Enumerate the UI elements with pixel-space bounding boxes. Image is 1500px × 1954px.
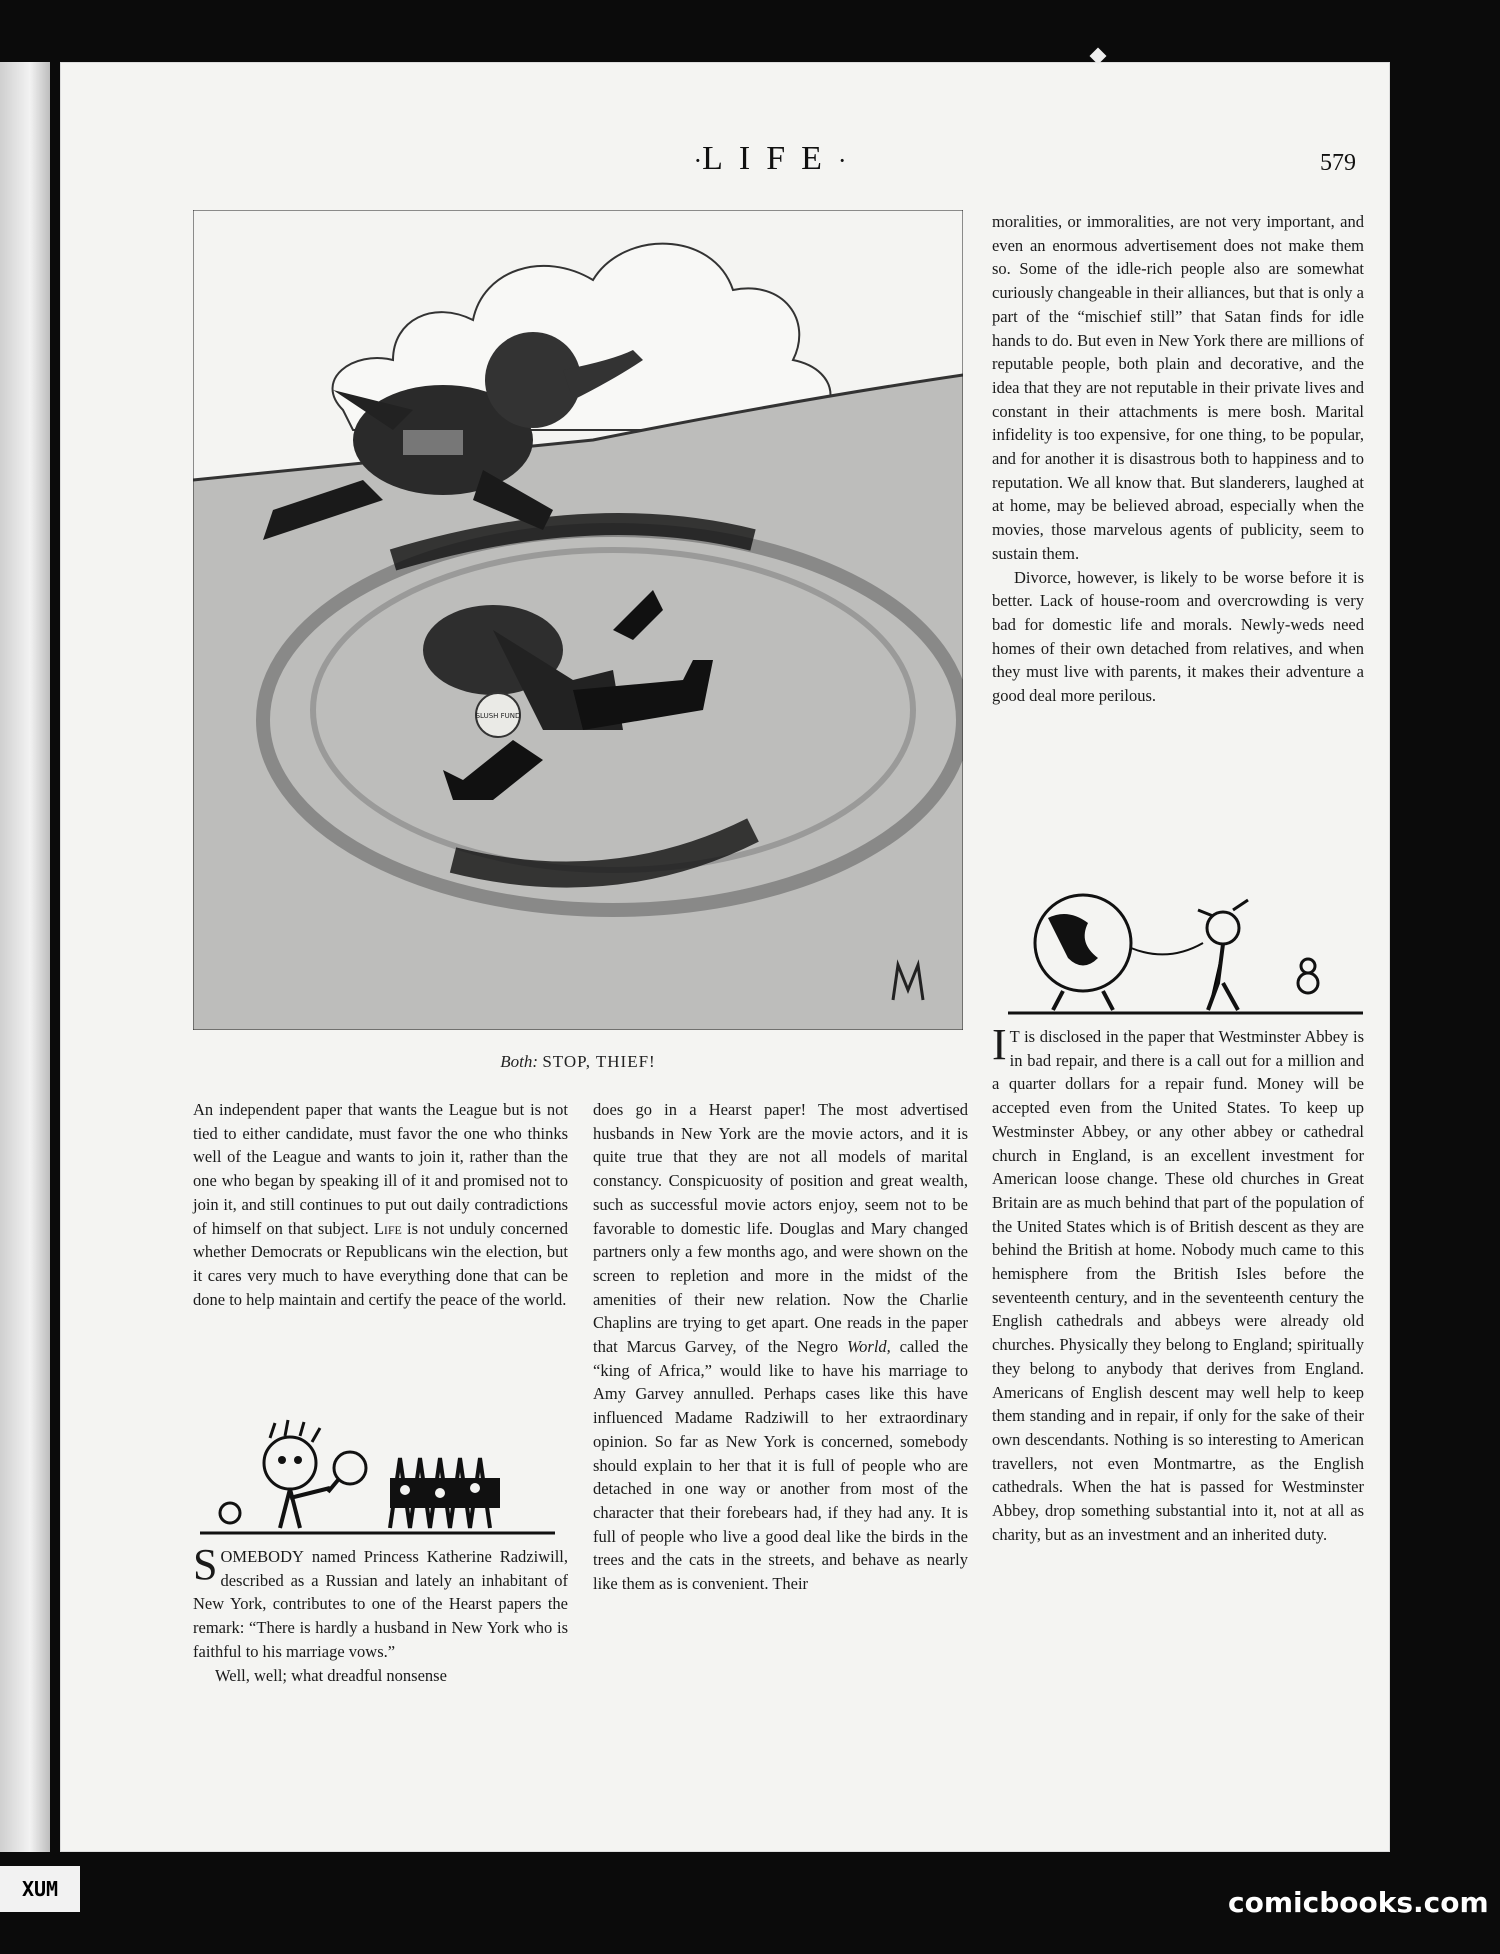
adjacent-page-edge [0, 62, 50, 1852]
moralities-paragraph: moralities, or immoralities, are not very important, and even an enormous advertisement does not make them so. Some of the idle-rich people also are somewhat curiously changeable in their alliances, but that is only a part of the “mischief still” that Satan finds for idle hands to do. But even in New York there are millions of reputable people, both plain and decorative, and the idea that they are not reputable in their private lives and constant in their attachments is mere bosh. Marital infidelity is too expensive, for one thing, to be popular, and for another it is disastrous both to happiness and to reputation. We all know that. But slanderers, laughed at at home, may be believed abroad, especially when the movies, those marvelous agents of publicity, seem to sustain them. [992, 212, 1364, 563]
westminster-paragraph: I T is disclosed in the paper that Westminster Abbey is in bad repair, and there is a call out for a million and a quarter dollars for a repair fund. Money will be accepted even from the United States. To keep up Westminster Abbey, or any other abbey or cathedral church in England, is an excellent investment for American loose change. These old churches in Great Britain are as much behind that part of the population of the United States which is of British descent as they are behind the British at home. Nobody much came to this hemisphere from the British Isles before the seventeenth century, and in the seventeenth century the English cathedrals and abbeys were already old churches. Physically they belong to England; spiritually they belong to anybody that derives from England. Americans of English descent may well help to keep them standing and in repair, if only for the sake of their own descendants. Nothing is so interesting to American travellers, not even Montmartre, as the English cathedrals. When the hat is passed for Westminster Abbey, drop something substantial into it, not at all as charity, but as an investment and an inherited duty. [992, 1020, 1364, 1544]
column-right-lower [992, 1020, 1364, 1546]
well-well-paragraph: Well, well; what dreadful nonsense [215, 1665, 447, 1685]
dropcap-s: S [193, 1540, 218, 1589]
dropcap-i: I [992, 1020, 1007, 1069]
page-title: ·LIFE· [693, 140, 847, 177]
political-cartoon [193, 210, 963, 1030]
scan-tag: XUM [0, 1866, 80, 1912]
page-number: 579 [1320, 150, 1356, 176]
caption-text: STOP, THIEF! [542, 1052, 656, 1071]
site-watermark: comicbooks.com [1228, 1886, 1489, 1919]
cartoon-caption [193, 1052, 963, 1072]
column-left-lower [193, 1540, 569, 1687]
column-left [193, 1098, 568, 1311]
column-right [992, 210, 1364, 708]
small-cartoon-detective [200, 1418, 560, 1538]
divorce-paragraph: Divorce, however, is likely to be worse before it is better. Lack of house-room and overcrowding is very bad for domestic life and morals. Newly-weds need homes of their own detached from relatives, and when they must live with parents, it makes their adventure a good deal more perilous. [992, 567, 1364, 706]
column-middle [593, 1098, 968, 1596]
caption-speaker: Both: [500, 1052, 539, 1071]
somebody-paragraph: SOMEBODY named Princess Katherine Radziwill, described as a Russian and lately an inhabitant of New York, contributes to one of the Hearst papers the remark: “There is hardly a husband in New York who is faithful to his marriage vows.” [193, 1540, 569, 1661]
small-cartoon-globe [1008, 888, 1368, 1018]
slush-fund-bag-label: SLUSH FUND [475, 712, 521, 720]
editorial-paragraph-league: An independent paper that wants the League but is not tied to either candidate, must favor the one who thinks well of the League and wants to join it, rather than the one who began by speaking ill of it and promised not to join it, and still continues to put out daily contradictions of himself on that subject. Life is not unduly concerned whether Democrats or Republicans win the election, but it cares very much to have everything done that can be done to help maintain and certify the peace of the world. [193, 1100, 568, 1309]
life-name: Life [373, 1218, 402, 1238]
hearst-paragraph: does go in a Hearst paper! The most advertised husbands in New York are the movie actors, and it is quite true that they are not all models of marital constancy. Conspicuosity of position and great wealth, such as successful movie actors enjoy, seem not to be favorable to domestic life. Douglas and Mary changed partners only a few months ago, and were shown on the screen to repletion and more in the midst of the amenities of their new relation. Now the Charlie Chaplins are trying to get apart. One reads in the paper that Marcus Garvey, of the Negro World, called the “king of Africa,” would like to have his marriage to Amy Garvey annulled. Perhaps cases like this have influenced Madame Radziwill to her extraordinary opinion. So far as New York is concerned, somebody should explain to her that it is full of people who are detached in one way or another from most of the character that their forebears had, if they had any. It is full of people who live a good deal like the birds in the trees and the cats in the streets, and behave as nearly like them as is convenient. Their [593, 1100, 969, 1594]
